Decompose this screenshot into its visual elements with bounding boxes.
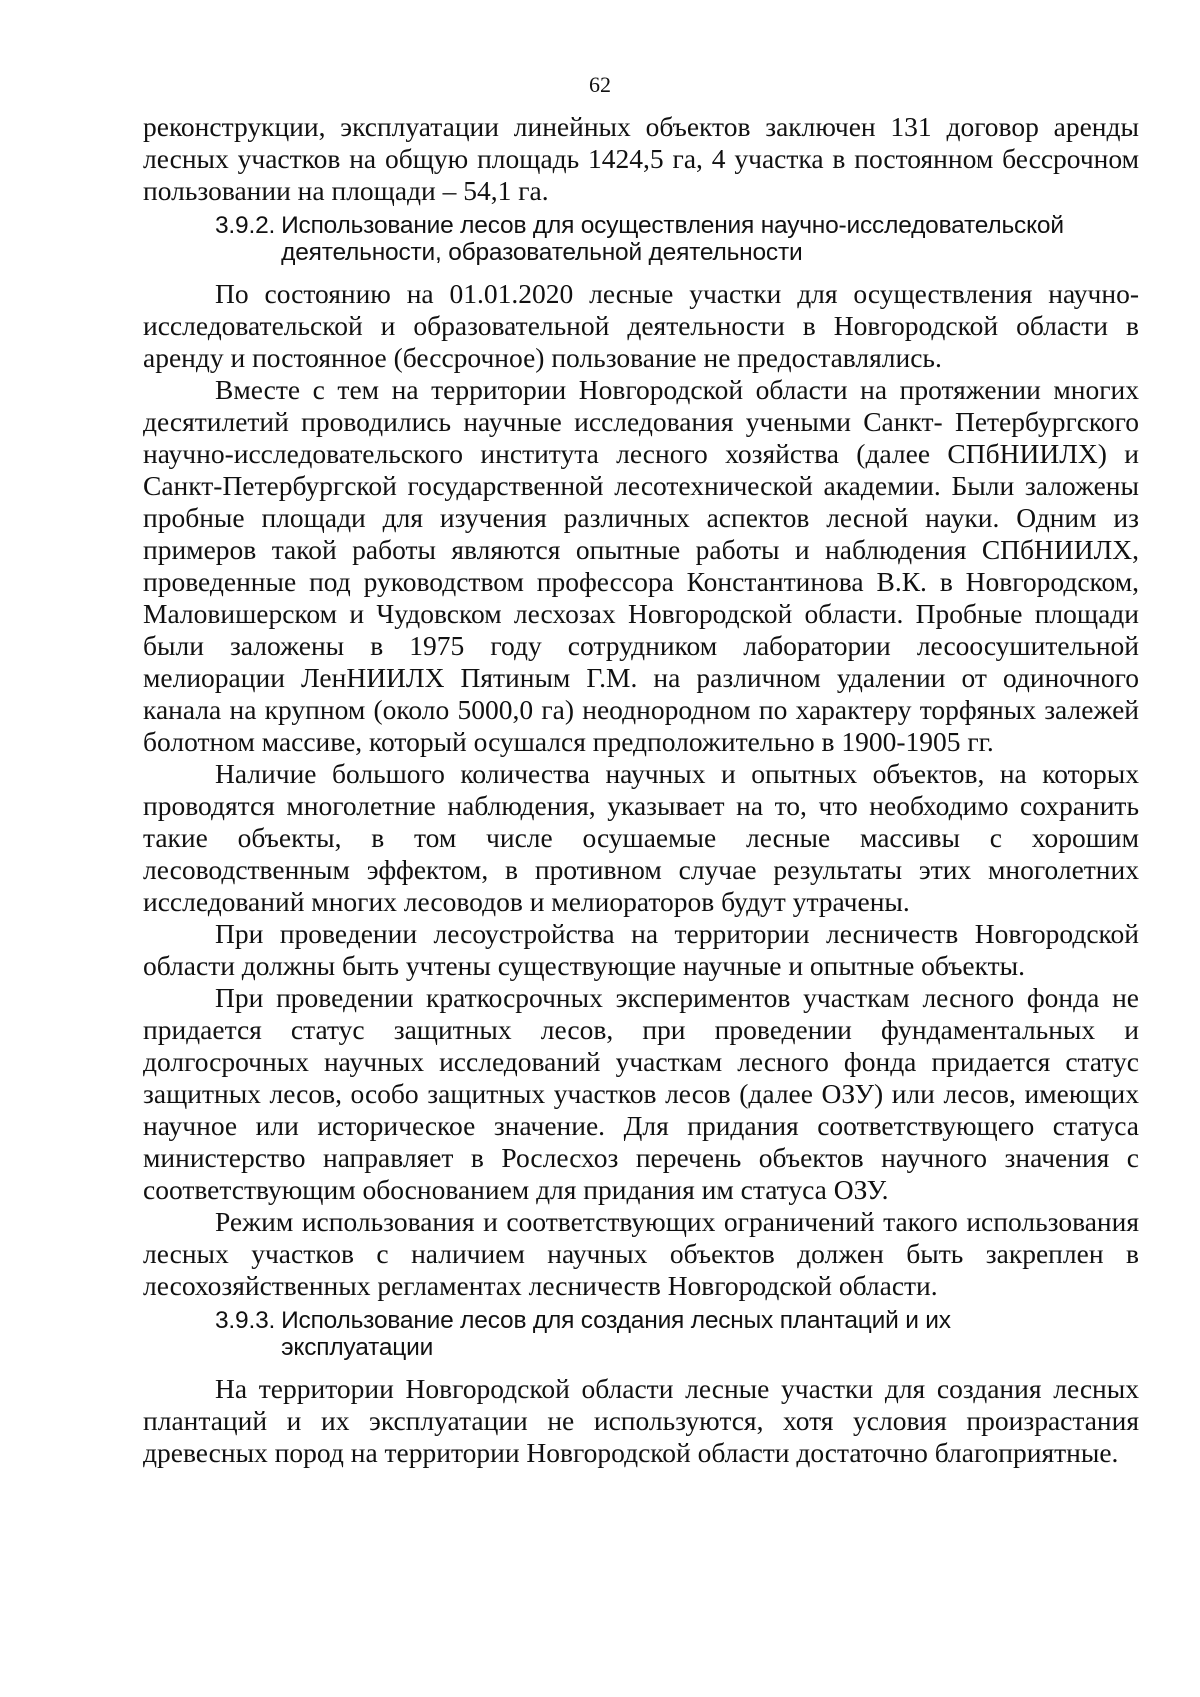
- section-3-9-2-heading: [143, 212, 1139, 266]
- paragraph: Вместе с тем на территории Новгородской области на протяжении многих десятилетий проводились научные исследования учеными Санкт- Петербургского научно-исследовательского института лесного хозяйства (далее СПбНИИЛХ) и Санкт-Петербургской государственной лесотехнической академии. Были заложены пробные площади для изучения различных аспектов лесной науки. Одним из примеров такой работы являются опытные работы и наблюдения СПбНИИЛХ, проведенные под руководством профессора Константинова В.К. в Новгородском, Маловишерском и Чудовском лесхозах Новгородской области. Пробные площади были заложены в 1975 году сотрудником лаборатории лесоосушительной мелиорации ЛенНИИЛХ Пятиным Г.М. на различном удалении от одиночного канала на крупном (около 5000,0 га) неоднородном по характеру торфяных залежей болотном массиве, который осушался предположительно в 1900-1905 гг.: [143, 374, 1139, 757]
- section-title: Использование лесов для осуществления научно-исследовательской деятельности, образовательной деятельности: [281, 212, 1064, 266]
- paragraph: Режим использования и соответствующих ограничений такого использования лесных участков с наличием научных объектов должен быть закреплен в лесохозяйственных регламентах лесничеств Новгородской области.: [143, 1206, 1139, 1301]
- section-title: Использование лесов для создания лесных плантаций и их эксплуатации: [281, 1307, 951, 1361]
- paragraph: На территории Новгородской области лесные участки для создания лесных плантаций и их эксплуатации не используются, хотя условия произрастания древесных пород на территории Новгородской области достаточно благоприятные.: [143, 1373, 1139, 1468]
- paragraph: При проведении краткосрочных экспериментов участкам лесного фонда не придается статус защитных лесов, при проведении фундаментальных и долгосрочных научных исследований участкам лесного фонда придается статус защитных лесов, особо защитных участков лесов (далее ОЗУ) или лесов, имеющих научное или историческое значение. Для придания соответствующего статуса министерство направляет в Рослесхоз перечень объектов научного значения с соответствующим обоснованием для придания им статуса ОЗУ.: [143, 982, 1139, 1205]
- section-number: 3.9.2.: [215, 212, 276, 239]
- section-number: 3.9.3.: [215, 1307, 276, 1334]
- paragraph: По состоянию на 01.01.2020 лесные участки для осуществления научно-исследовательской и образовательной деятельности в Новгородской области в аренду и постоянное (бессрочное) пользование не предоставлялись.: [143, 278, 1139, 373]
- intro-paragraph: реконструкции, эксплуатации линейных объектов заключен 131 договор аренды лесных участков на общую площадь 1424,5 га, 4 участка в постоянном бессрочном пользовании на площади – 54,1 га.: [143, 111, 1139, 206]
- paragraph: При проведении лесоустройства на территории лесничеств Новгородской области должны быть учтены существующие научные и опытные объекты.: [143, 918, 1139, 981]
- section-3-9-3-heading: [143, 1307, 1139, 1361]
- page-number: 62: [589, 72, 611, 97]
- paragraph: Наличие большого количества научных и опытных объектов, на которых проводятся многолетние наблюдения, указывает на то, что необходимо сохранить такие объекты, в том числе осушаемые лесные массивы с хорошим лесоводственным эффектом, в противном случае результаты этих многолетних исследований многих лесоводов и мелиораторов будут утрачены.: [143, 758, 1139, 917]
- page-content: [143, 111, 1139, 1469]
